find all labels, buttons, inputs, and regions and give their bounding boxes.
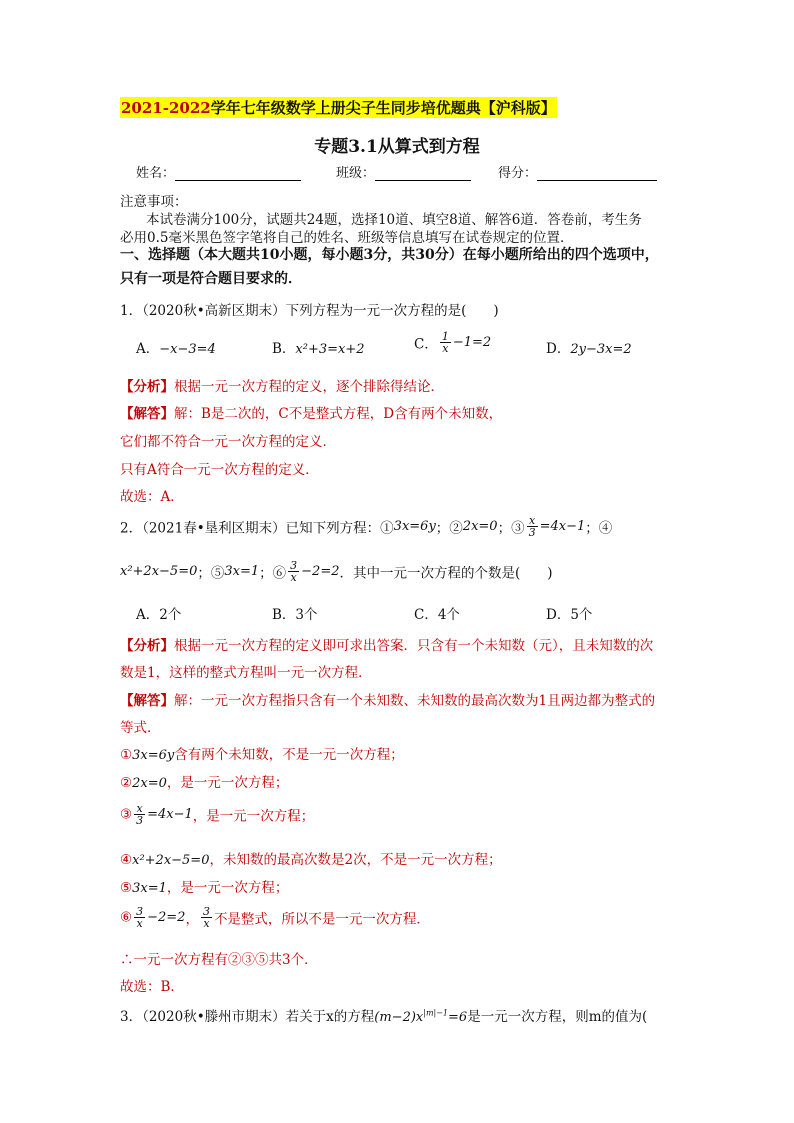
q2-step5: ⑤3x=1，是一元一次方程； (120, 880, 289, 896)
class-blank[interactable] (375, 168, 471, 181)
class-field[interactable] (336, 162, 471, 181)
q1-option-b: B．x²+3=x+2 (272, 341, 365, 357)
name-field[interactable] (136, 162, 301, 181)
q2-conclusion: ∴一元一次方程有②③⑤共3个． (120, 952, 318, 968)
score-field[interactable] (498, 162, 657, 181)
q2-stem-line1: 2．（2021春•垦利区期末）已知下列方程：①3x=6y；②2x=0；③ $\frac{x}{3}$ =4x−1；④ (120, 514, 613, 539)
q1-option-d: D．2y−3x=2 (546, 341, 632, 357)
q2-answer-line2: 等式． (120, 720, 161, 736)
q2-answer-line1: 【解答】解：一元一次方程指只含有一个未知数、未知数的最高次数为1且两边都为整式的 (120, 693, 656, 709)
header-banner (120, 97, 557, 118)
q2-choice: 故选：B． (120, 979, 184, 995)
q2-stem-line2: x²+2x−5=0；⑤3x=1；⑥ $\frac{3}{x}$ −2=2．其中一元一次方程的个数是( ) (120, 559, 553, 584)
score-blank[interactable] (537, 168, 657, 181)
q1-answer-line1: 【解答】解：B是二次的，C不是整式方程，D含有两个未知数， (120, 406, 503, 422)
q2-option-c: C．4个 (414, 607, 460, 623)
class-label: 班级： (336, 166, 376, 181)
q2-step2: ②2x=0，是一元一次方程； (120, 775, 289, 791)
q2-analysis-line1: 【分析】根据一元一次方程的定义即可求出答案．只含有一个未知数（元），且未知数的次 (120, 638, 654, 654)
q2-step1: ①3x=6y含有两个未知数，不是一元一次方程； (120, 747, 404, 763)
q1-answer-line3: 只有A符合一元一次方程的定义． (120, 462, 319, 478)
q1-answer-line2: 它们都不符合一元一次方程的定义． (120, 434, 336, 450)
q1-option-c: C． $\frac{1}{x}$ −1=2 (414, 330, 492, 355)
q1-stem: 1．（2020秋•高新区期末）下列方程为一元一次方程的是( ) (120, 303, 499, 319)
section1-heading: 一、选择题（本大题共10小题，每小题3分，共30分）在每小题所给出的四个选项中， (120, 247, 659, 263)
notice-heading: 注意事项： (120, 194, 188, 210)
q2-analysis-line2: 数是1，这样的整式方程叫一元一次方程． (120, 665, 372, 681)
score-label: 得分： (498, 166, 538, 181)
notice-line2: 必用0.5毫米黑色签字笔将自己的姓名、班级等信息填写在试卷规定的位置． (120, 230, 574, 246)
q2-step4: ④x²+2x−5=0，未知数的最高次数是2次，不是一元一次方程； (120, 852, 502, 868)
q2-option-b: B．3个 (272, 607, 318, 623)
q2-step6: ⑥ $\frac{3}{x}$ −2=2， $\frac{3}{x}$ 不是整式，所以不是一元一次方程． (120, 905, 430, 930)
page-title: 专题3.1从算式到方程 (314, 137, 480, 157)
q2-step3: ③ $\frac{x}{3}$ =4x−1，是一元一次方程； (120, 802, 315, 827)
header-title: 学年七年级数学上册尖子生同步培优题典【沪科版】 (210, 99, 556, 117)
section1-subheading: 只有一项是符合题目要求的． (120, 271, 302, 287)
notice-line1: 本试卷满分100分，试题共24题，选择10道、填空8道、解答6道．答卷前，考生务 (146, 212, 642, 228)
q3-stem: 3．（2020秋•滕州市期末）若关于x的方程$(m-2)x^{|m|-1}=6$是一元一次方程，则m的值为( (120, 1008, 648, 1025)
name-blank[interactable] (175, 168, 301, 181)
q2-option-d: D．5个 (546, 607, 593, 623)
q1-analysis: 【分析】根据一元一次方程的定义，逐个排除得结论． (120, 379, 444, 395)
name-label: 姓名： (136, 166, 176, 181)
header-years: 2021-2022 (121, 99, 211, 117)
q1-option-a: A．−x−3=4 (136, 341, 216, 357)
q1-choice: 故选：A． (120, 489, 184, 505)
q2-option-a: A．2个 (136, 607, 182, 623)
